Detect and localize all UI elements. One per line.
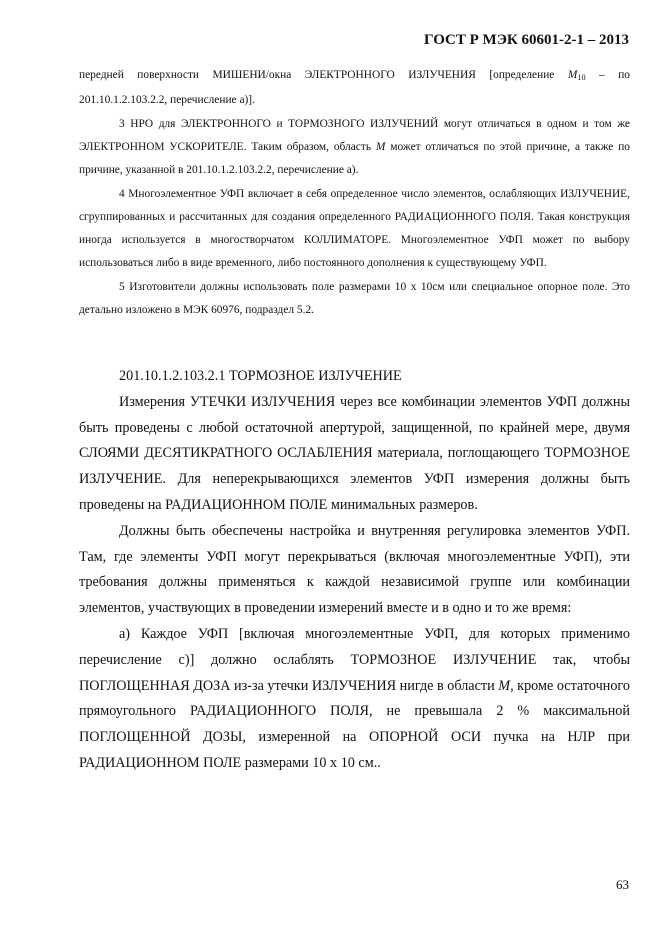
- section-heading: 201.10.1.2.103.2.1 ТОРМОЗНОЕ ИЗЛУЧЕНИЕ: [119, 368, 402, 384]
- paragraph-italic-m: М,: [498, 677, 514, 694]
- paragraph-3: [79, 622, 630, 777]
- note-continuation: [79, 64, 630, 113]
- note-4: 4 Многоэлементное УФП включает в себя определенное число элементов, ослабляющих ИЗЛУЧЕНИЕ, сгруппированных и рассчитанных для создания определенного РАДИАЦИОННОГО ПОЛЯ. Такая конструкция иногда используется в многостворчатом КОЛЛИМАТОРЕ. Многоэлементное УФП может по выбору использоваться либо в виде временного, либо постоянного дополнения к существующему УФП.: [79, 187, 630, 270]
- notes-block: [79, 64, 630, 322]
- paragraph-text: кроме остаточного прямоугольного РАДИАЦИОННОГО ПОЛЯ, не превышала 2 % максимальной ПОГЛОЩЕННОЙ ДОЗЫ, измеренной на ОПОРНОЙ ОСИ пучка на НЛР при РАДИАЦИОННОМ ПОЛЕ размерами 10 х 10 см..: [79, 677, 630, 771]
- paragraph-2: Должны быть обеспечены настройка и внутренняя регулировка элементов УФП. Там, где элементы УФП могут перекрываться (включая многоэлементные УФП), эти требования должны применяться к каждой независимой группе или комбинации элементов, участвующих в проведении измерений вместе и в одно и то же время:: [79, 522, 630, 617]
- note-italic-m: М: [375, 140, 386, 153]
- note-text: 3 НРО для ЭЛЕКТРОННОГО и ТОРМОЗНОГО ИЗЛУЧЕНИЙ могут отличаться в одном и том же ЭЛЕКТРОННОМ УСКОРИТЕЛЕ. Таким образом, область: [79, 117, 630, 153]
- note-text: – по 201.10.1.2.103.2.2, перечисление а)].: [79, 69, 630, 107]
- note-5: 5 Изготовители должны использовать поле размерами 10 х 10см или специальное опорное поле. Это детально изложено в МЭК 60976, подраздел 5.2.: [79, 280, 630, 317]
- page-number: 63: [616, 877, 629, 892]
- note-text: передней поверхности МИШЕНИ/окна ЭЛЕКТРОННОГО ИЗЛУЧЕНИЯ [определение: [79, 69, 568, 81]
- note-italic-m: М: [567, 69, 578, 81]
- main-body: [79, 364, 630, 777]
- note-3: [79, 113, 630, 183]
- document-header: ГОСТ Р МЭК 60601-2-1 – 2013: [424, 32, 629, 48]
- paragraph-text: а) Каждое УФП [включая многоэлементные УФП, для которых применимо перечисление с)] должно ослаблять ТОРМОЗНОЕ ИЗЛУЧЕНИЕ так, чтобы ПОГЛОЩЕННАЯ ДОЗА из-за утечки ИЗЛУЧЕНИЯ нигде в области: [79, 625, 630, 694]
- note-subscript: 10: [577, 73, 586, 83]
- note-text: может отличаться по этой причине, а также по причине, указанной в 201.10.1.2.103.2.2, перечисление а).: [79, 140, 631, 177]
- paragraph-1: Измерения УТЕЧКИ ИЗЛУЧЕНИЯ через все комбинации элементов УФП должны быть проведены с любой остаточной апертурой, защищенной, по крайней мере, двумя СЛОЯМИ ДЕСЯТИКРАТНОГО ОСЛАБЛЕНИЯ материала, поглощающего ТОРМОЗНОЕ ИЗЛУЧЕНИЕ. Для неперекрывающихся элементов УФП измерения должны быть проведены на РАДИАЦИОННОМ ПОЛЕ минимальных размеров.: [79, 393, 630, 513]
